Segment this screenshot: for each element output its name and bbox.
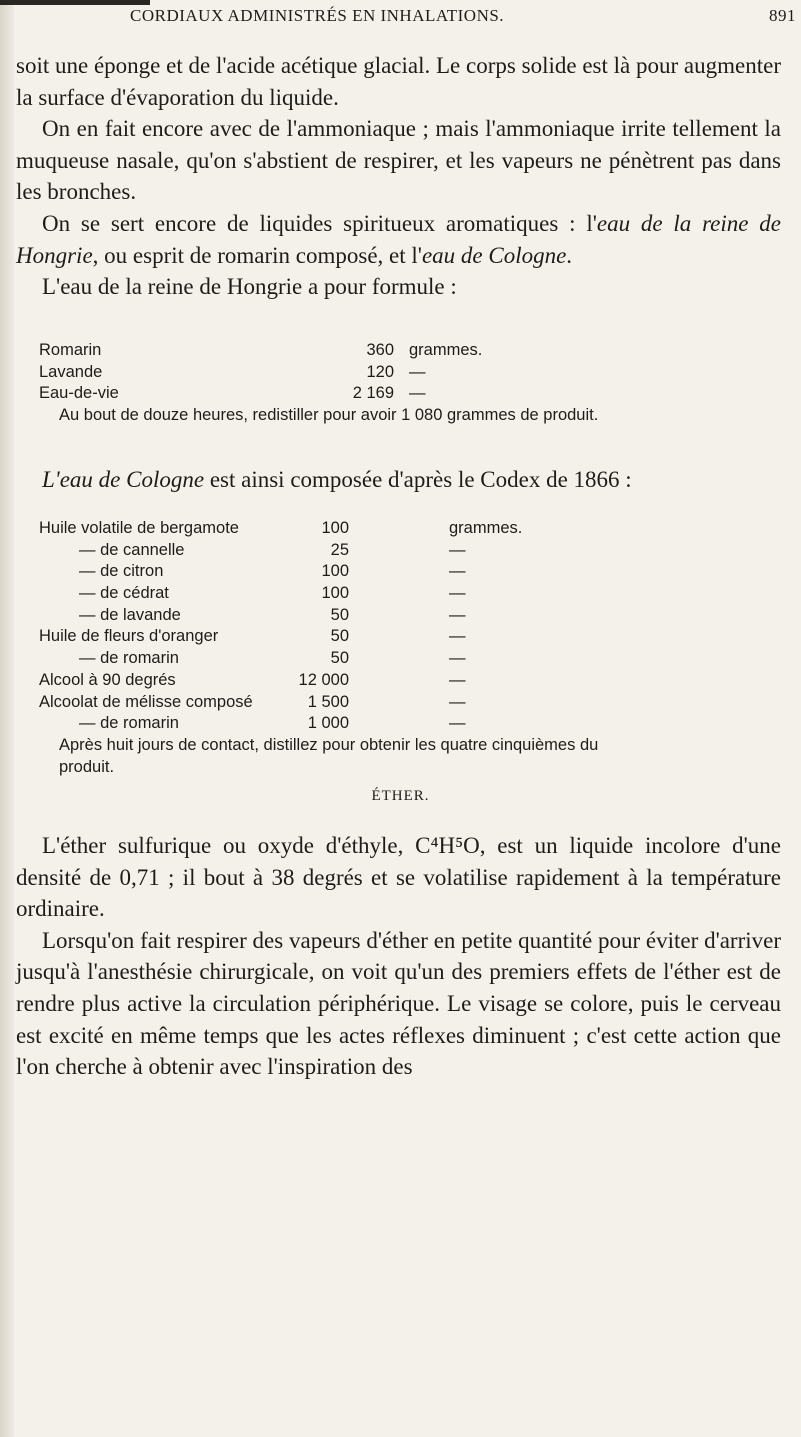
term-eau-reine-hongrie: eau de la reine de Hongrie <box>16 210 781 268</box>
page-binding-edge <box>0 0 14 1437</box>
ingredient-unit: — <box>449 714 466 733</box>
ingredient-name: Romarin <box>39 341 102 359</box>
ingredient-quantity: 120 <box>366 362 394 381</box>
recipe-row <box>39 561 739 583</box>
ingredient-name: — de citron <box>79 562 164 581</box>
recipe-row <box>39 383 739 405</box>
ingredient-name: Lavande <box>39 362 103 381</box>
ingredient-unit: grammes. <box>409 341 483 359</box>
recipe-row <box>39 670 739 692</box>
body-text-ether <box>16 830 781 1083</box>
recipe-row <box>39 540 739 562</box>
ingredient-name: Alcool à 90 degrés <box>39 670 176 689</box>
ingredient-name: Huile de fleurs d'oranger <box>39 627 219 646</box>
ingredient-unit: — <box>449 562 466 581</box>
top-rule <box>0 0 150 5</box>
ingredient-quantity: 50 <box>330 627 349 646</box>
ingredient-unit: — <box>449 605 466 624</box>
recipe-row <box>39 583 739 605</box>
ingredient-quantity: 25 <box>330 540 349 559</box>
recipe-row <box>39 692 739 714</box>
ingredient-quantity: 100 <box>321 562 349 581</box>
ingredient-name: — de romarin <box>79 714 179 733</box>
ingredient-name: — de cédrat <box>79 584 169 603</box>
recipe-row <box>39 626 739 648</box>
ingredient-quantity: 2 169 <box>352 384 394 403</box>
paragraph-ether-effets: Lorsqu'on fait respirer des vapeurs d'éther en petite quantité pour éviter d'arriver jusqu'à l'anesthésie chirurgicale, on voit qu'un des premiers effets de l'éther est de rendre plus active la circulation périphérique. Le visage se colore, puis le cerveau est excité en même temps que les actes réflexes diminuent ; c'est cette action que l'on cherche à obtenir avec l'inspiration des <box>16 927 781 1080</box>
recipe-note: Au bout de douze heures, redistiller pour avoir 1 080 grammes de produit. <box>59 406 599 425</box>
ingredient-quantity: 100 <box>321 584 349 603</box>
ingredient-unit: — <box>449 627 466 646</box>
ingredient-unit: — <box>449 540 466 559</box>
paragraph-spiritueux: On se sert encore de liquides spiritueux aromatiques : l'eau de la reine de Hongrie, ou esprit de romarin composé, et l'eau de Cologne. <box>16 210 781 268</box>
ingredient-quantity: 100 <box>321 519 349 537</box>
ingredient-unit: — <box>409 384 426 403</box>
term-eau-cologne: eau de Cologne <box>421 242 567 268</box>
paragraph-ammoniaque: On en fait encore avec de l'ammoniaque ; mais l'ammoniaque irrite tellement la muqueuse nasale, qu'on s'abstient de respirer, et les vapeurs ne pénètrent pas dans les bronches. <box>16 116 781 205</box>
ingredient-quantity: 12 000 <box>298 670 349 689</box>
ingredient-unit: grammes. <box>449 519 523 537</box>
ingredient-name: — de lavande <box>79 605 181 624</box>
paragraph-ether-definition: L'éther sulfurique ou oxyde d'éthyle, C⁴H⁵O, est un liquide incolore d'une densité de 0,71 ; il bout à 38 degrés et se volatilise rapidement à la température ordinaire. <box>16 833 781 922</box>
ingredient-quantity: 1 500 <box>307 692 349 711</box>
ingredient-quantity: 360 <box>366 341 394 359</box>
recipe-row <box>39 713 739 735</box>
ingredient-name: — de cannelle <box>79 540 185 559</box>
recipe-row <box>39 362 739 384</box>
recipe-row <box>39 518 739 540</box>
recipe-note: Après huit jours de contact, distillez pour obtenir les quatre cinquièmes du produit. <box>59 735 599 776</box>
running-title: CORDIAUX ADMINISTRÉS EN INHALATIONS. <box>130 6 505 25</box>
ingredient-name: Huile volatile de bergamote <box>39 519 239 537</box>
section-title-ether: ÉTHER. <box>371 788 430 804</box>
ingredient-quantity: 1 000 <box>307 714 349 733</box>
ingredient-unit: — <box>409 362 426 381</box>
ingredient-unit: — <box>449 670 466 689</box>
ingredient-unit: — <box>449 649 466 668</box>
ingredient-name: — de romarin <box>79 649 179 668</box>
paragraph-cologne: L'eau de Cologne est ainsi composée d'après le Codex de 1866 : <box>42 467 632 492</box>
recipe-row <box>39 340 739 362</box>
recipe-cologne <box>39 518 739 778</box>
paragraph-eponge: soit une éponge et de l'acide acétique glacial. Le corps solide est là pour augmenter la surface d'évaporation du liquide. <box>16 53 781 110</box>
recipe-hongrie <box>39 340 739 427</box>
ingredient-quantity: 50 <box>330 649 349 668</box>
term-eau-cologne-title: L'eau de Cologne <box>42 467 205 492</box>
body-text-cologne <box>16 464 781 496</box>
recipe-row <box>39 605 739 627</box>
ingredient-name: Eau-de-vie <box>39 384 119 403</box>
ingredient-name: Alcoolat de mélisse composé <box>39 692 253 711</box>
body-text-top <box>16 50 781 303</box>
paragraph-formule-hongrie: L'eau de la reine de Hongrie a pour formule : <box>42 274 457 300</box>
recipe-row <box>39 648 739 670</box>
ingredient-unit: — <box>449 584 466 603</box>
ingredient-unit: — <box>449 692 466 711</box>
ingredient-quantity: 50 <box>330 605 349 624</box>
page-number: 891 <box>769 6 796 25</box>
